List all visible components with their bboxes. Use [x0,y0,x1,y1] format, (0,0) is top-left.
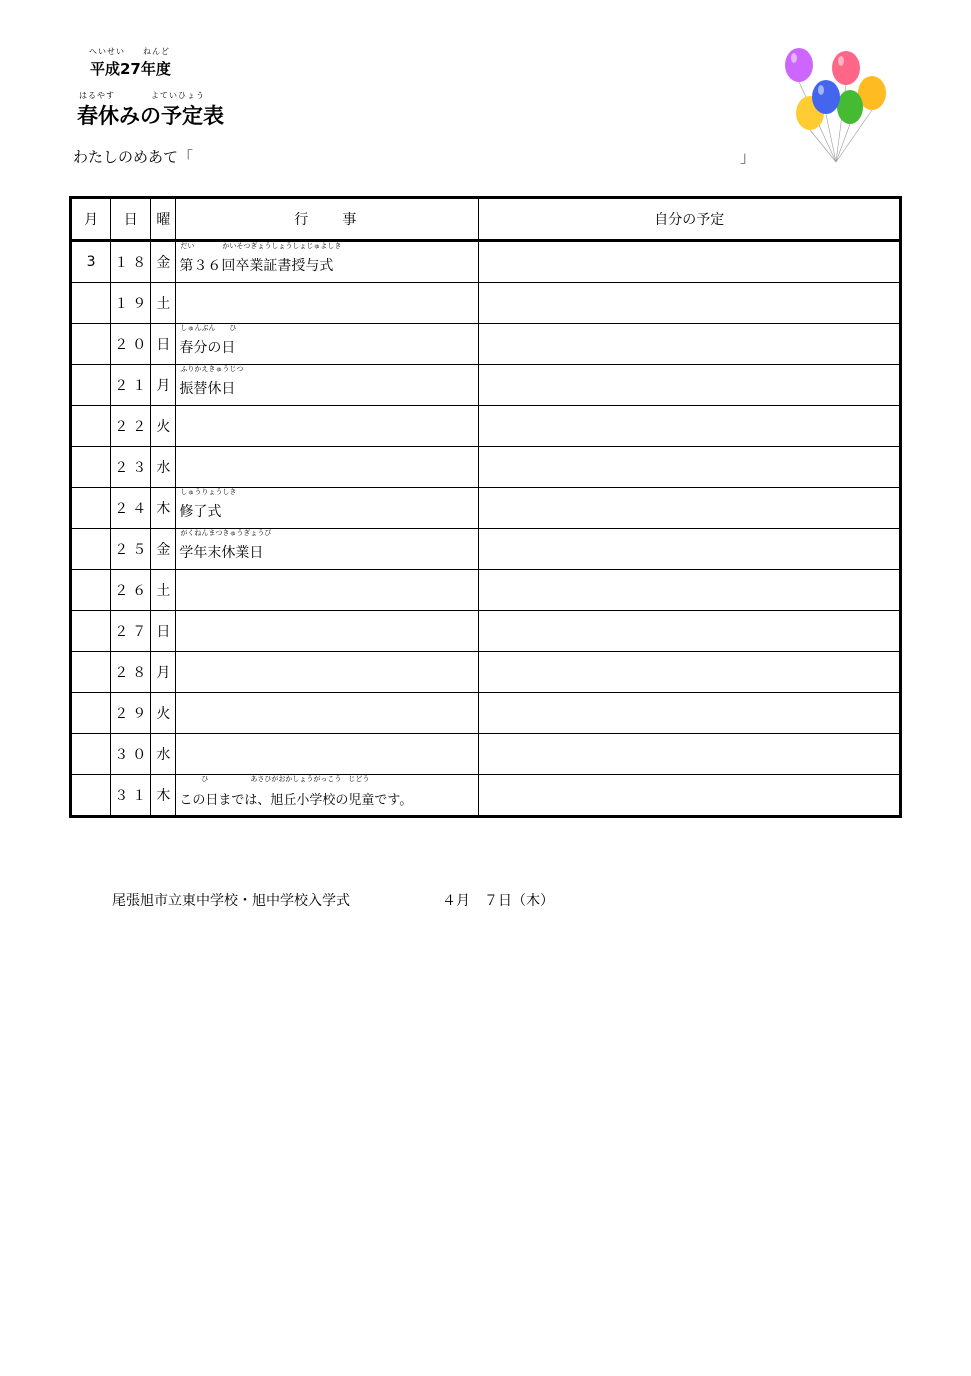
row-month [71,570,111,611]
header-day: 日 [111,198,151,241]
entrance-ceremony-label: 尾張旭市立東中学校・旭中学校入学式 [112,893,350,909]
row-day: ３０ [111,734,151,775]
table-row [71,447,901,488]
row-day: １９ [111,283,151,324]
row-plan-cell[interactable] [479,406,901,447]
row-dow: 火 [151,693,176,734]
row-month [71,734,111,775]
event-ruby: ひ あさひがおかしょうがっこう じどう [180,775,370,783]
row-dow: 水 [151,447,176,488]
row-plan-cell[interactable] [479,529,901,570]
row-dow: 月 [151,365,176,406]
row-event [176,734,479,775]
row-dow: 木 [151,488,176,529]
table-row [71,693,901,734]
event-ruby: だい かいそつぎょうしょうしょじゅよしき [180,242,342,250]
row-month: 3 [71,241,111,283]
row-dow: 日 [151,611,176,652]
event-ruby: がくねんまつきゅうぎょうび [180,529,272,537]
table-row [71,324,901,365]
event-text: 第３６回卒業証書授与式 [179,258,334,274]
row-day: １８ [111,241,151,283]
row-month [71,324,111,365]
row-plan-cell[interactable] [479,365,901,406]
table-row [71,529,901,570]
row-dow: 土 [151,570,176,611]
row-event [176,775,479,817]
row-month [71,611,111,652]
row-plan-cell[interactable] [479,734,901,775]
table-row [71,775,901,817]
year-ruby: へいせい ねんど [89,47,170,56]
row-month [71,488,111,529]
event-text: 振替休日 [179,381,236,397]
row-event [176,611,479,652]
row-day: ２５ [111,529,151,570]
table-row [71,734,901,775]
row-event [176,652,479,693]
row-month [71,693,111,734]
event-text: 春分の日 [179,340,236,356]
row-month [71,775,111,817]
row-event [176,324,479,365]
goal-close-bracket: 」 [740,148,756,166]
row-day: ２６ [111,570,151,611]
row-month [71,365,111,406]
schedule-table [69,196,902,818]
row-day: ２１ [111,365,151,406]
row-day: ３１ [111,775,151,817]
balloon-purple [785,48,813,82]
table-row [71,406,901,447]
row-day: ２９ [111,693,151,734]
row-day: ２３ [111,447,151,488]
row-dow: 水 [151,734,176,775]
row-plan-cell[interactable] [479,570,901,611]
row-dow: 火 [151,406,176,447]
row-day: ２０ [111,324,151,365]
table-row [71,241,901,283]
row-day: ２８ [111,652,151,693]
row-dow: 月 [151,652,176,693]
row-dow: 金 [151,529,176,570]
event-ruby: しゅんぶん ひ [180,324,237,332]
event-text: 修了式 [179,504,222,520]
balloons-icon [776,44,896,166]
row-plan-cell[interactable] [479,488,901,529]
header-dow: 曜 [151,198,176,241]
row-month [71,283,111,324]
row-plan-cell[interactable] [479,693,901,734]
row-month [71,529,111,570]
table-row [71,611,901,652]
row-day: ２７ [111,611,151,652]
row-plan-cell[interactable] [479,775,901,817]
goal-label: わたしのめあて「 [73,148,194,166]
table-header-row [71,198,901,241]
row-dow: 木 [151,775,176,817]
header-event: 行事 [176,198,479,241]
row-day: ２２ [111,406,151,447]
title-ruby: はるやす よていひょう [79,91,205,100]
event-text: この日までは、旭丘小学校の児童です。 [179,792,413,808]
row-day: ２４ [111,488,151,529]
row-plan-cell[interactable] [479,283,901,324]
row-event [176,529,479,570]
balloon-green [837,90,863,124]
table-row [71,570,901,611]
event-ruby: しゅうりょうしき [180,488,237,496]
event-ruby: ふりかえきゅうじつ [180,365,244,373]
row-dow: 土 [151,283,176,324]
table-row [71,365,901,406]
header-month: 月 [71,198,111,241]
row-month [71,447,111,488]
row-dow: 金 [151,241,176,283]
row-month [71,406,111,447]
row-plan-cell[interactable] [479,611,901,652]
table-row [71,488,901,529]
row-event [176,488,479,529]
row-event [176,447,479,488]
balloon-blue [812,80,840,114]
header-plan: 自分の予定 [479,198,901,241]
row-event [176,241,479,283]
row-event [176,283,479,324]
row-event [176,365,479,406]
row-event [176,693,479,734]
row-event [176,570,479,611]
row-event [176,406,479,447]
row-plan-cell[interactable] [479,447,901,488]
table-row [71,283,901,324]
balloon-pink [832,51,860,85]
row-dow: 日 [151,324,176,365]
page-title: 春休みの予定表 [77,104,224,128]
entrance-ceremony-date: ４月 ７日（木） [442,893,554,909]
row-plan-cell[interactable] [479,241,901,283]
row-month [71,652,111,693]
event-text: 学年末休業日 [179,545,264,561]
year-label: 平成27年度 [90,60,171,78]
row-plan-cell[interactable] [479,652,901,693]
table-row [71,652,901,693]
row-plan-cell[interactable] [479,324,901,365]
